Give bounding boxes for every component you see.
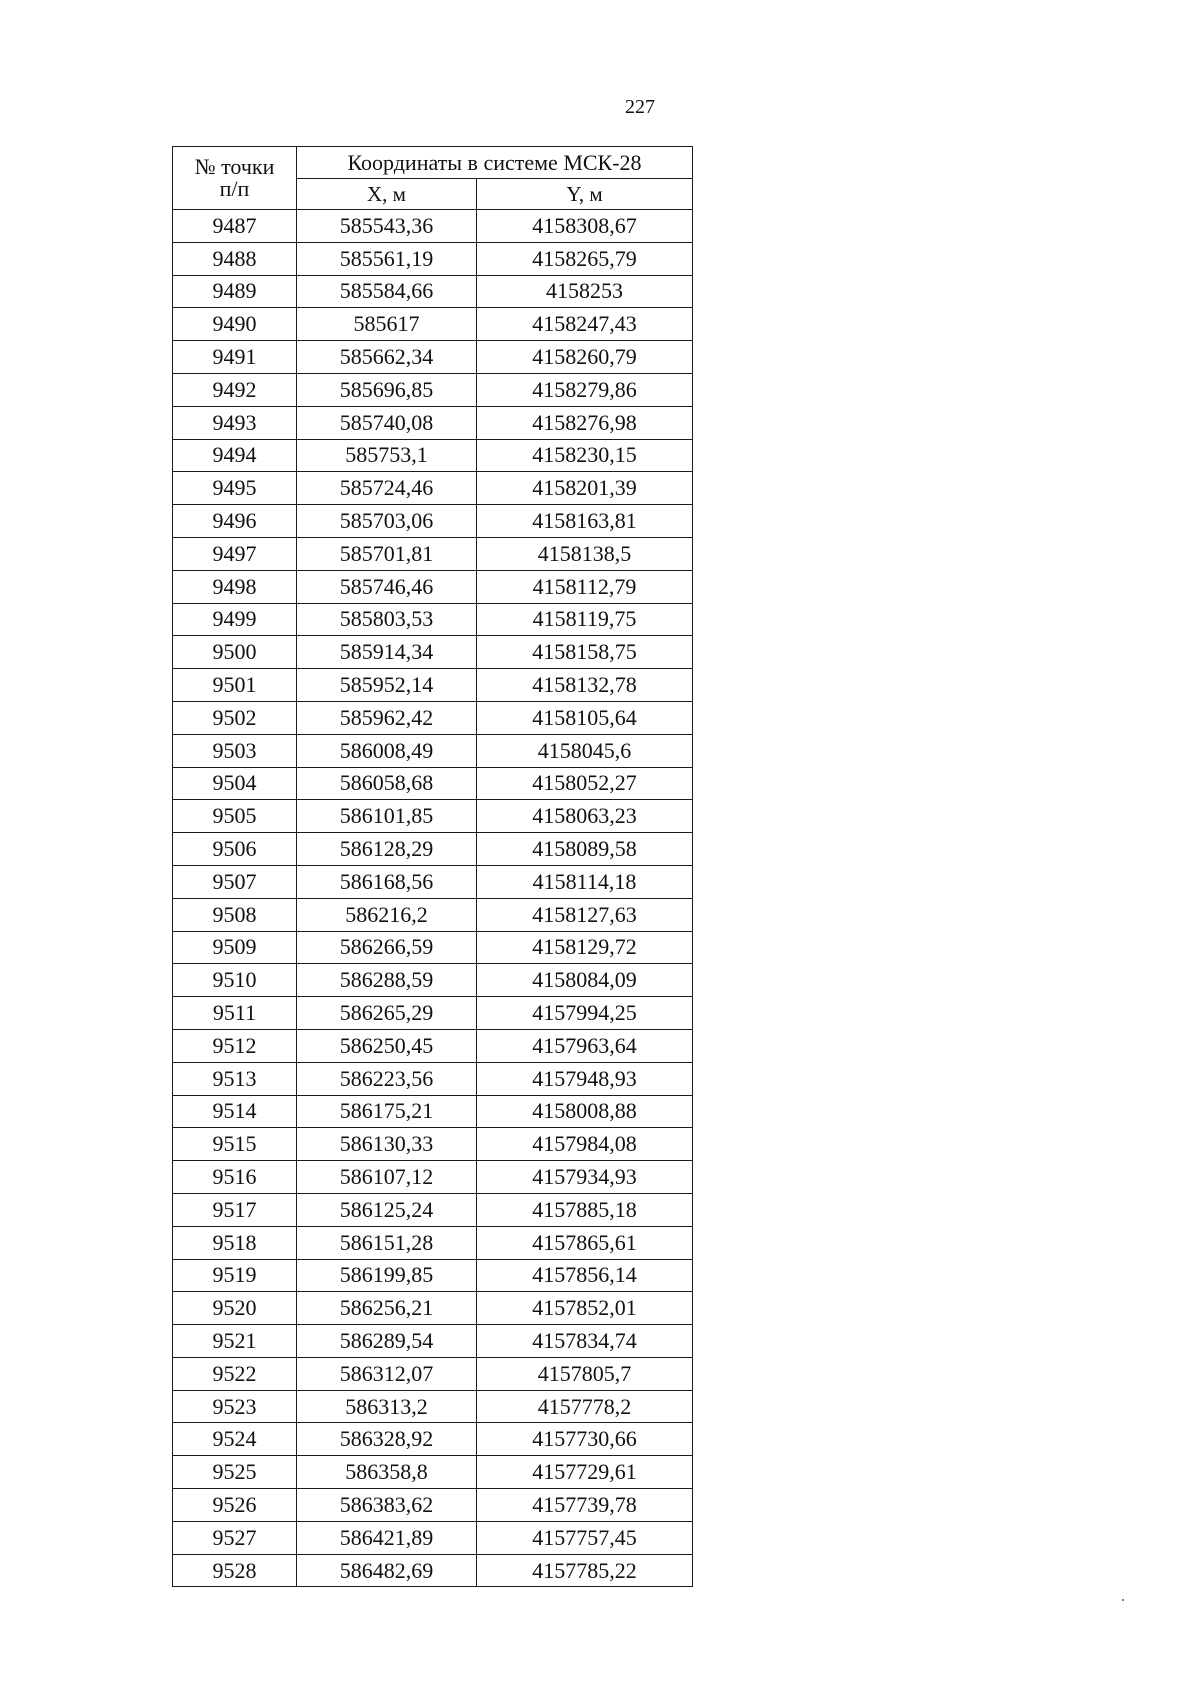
point-number-cell: 9490	[173, 308, 297, 341]
point-number-cell: 9528	[173, 1554, 297, 1587]
point-number-header-line1: № точки	[194, 154, 275, 179]
table-row	[173, 1029, 693, 1062]
x-column-header: X, м	[297, 179, 477, 210]
x-coordinate-cell: 586168,56	[297, 865, 477, 898]
point-number-cell: 9520	[173, 1292, 297, 1325]
point-number-cell: 9496	[173, 505, 297, 538]
x-coordinate-cell: 586199,85	[297, 1259, 477, 1292]
x-coordinate-cell: 585617	[297, 308, 477, 341]
table-row	[173, 931, 693, 964]
table-row	[173, 1259, 693, 1292]
point-number-cell: 9516	[173, 1161, 297, 1194]
x-coordinate-cell: 586216,2	[297, 898, 477, 931]
point-number-cell: 9524	[173, 1423, 297, 1456]
x-coordinate-cell: 586266,59	[297, 931, 477, 964]
y-coordinate-cell: 4157948,93	[477, 1062, 693, 1095]
point-number-cell: 9508	[173, 898, 297, 931]
point-number-cell: 9526	[173, 1489, 297, 1522]
x-coordinate-cell: 586175,21	[297, 1095, 477, 1128]
x-coordinate-cell: 586125,24	[297, 1193, 477, 1226]
x-coordinate-cell: 586008,49	[297, 734, 477, 767]
x-coordinate-cell: 585703,06	[297, 505, 477, 538]
point-number-cell: 9497	[173, 537, 297, 570]
table-row	[173, 603, 693, 636]
point-number-cell: 9487	[173, 210, 297, 243]
y-coordinate-cell: 4158138,5	[477, 537, 693, 570]
y-coordinate-cell: 4157805,7	[477, 1357, 693, 1390]
point-number-cell: 9522	[173, 1357, 297, 1390]
y-coordinate-cell: 4158247,43	[477, 308, 693, 341]
point-number-cell: 9519	[173, 1259, 297, 1292]
table-row	[173, 1325, 693, 1358]
y-coordinate-cell: 4158129,72	[477, 931, 693, 964]
x-coordinate-cell: 586223,56	[297, 1062, 477, 1095]
x-coordinate-cell: 585724,46	[297, 472, 477, 505]
x-coordinate-cell: 586101,85	[297, 800, 477, 833]
x-coordinate-cell: 586312,07	[297, 1357, 477, 1390]
point-number-cell: 9505	[173, 800, 297, 833]
table-row	[173, 1357, 693, 1390]
point-number-cell: 9498	[173, 570, 297, 603]
x-coordinate-cell: 586250,45	[297, 1029, 477, 1062]
table-row	[173, 800, 693, 833]
table-row	[173, 1390, 693, 1423]
point-number-cell: 9521	[173, 1325, 297, 1358]
y-coordinate-cell: 4158127,63	[477, 898, 693, 931]
table-row	[173, 997, 693, 1030]
y-coordinate-cell: 4157852,01	[477, 1292, 693, 1325]
header-row-top	[173, 147, 693, 179]
point-number-cell: 9510	[173, 964, 297, 997]
x-coordinate-cell: 586107,12	[297, 1161, 477, 1194]
table-row	[173, 1489, 693, 1522]
point-number-cell: 9492	[173, 373, 297, 406]
y-coordinate-cell: 4157757,45	[477, 1521, 693, 1554]
point-number-header-line2: п/п	[219, 176, 250, 201]
x-coordinate-cell: 585701,81	[297, 537, 477, 570]
table-body	[173, 210, 693, 1587]
table-row	[173, 1095, 693, 1128]
x-coordinate-cell: 586482,69	[297, 1554, 477, 1587]
table-row	[173, 341, 693, 374]
y-coordinate-cell: 4157785,22	[477, 1554, 693, 1587]
y-coordinate-cell: 4158163,81	[477, 505, 693, 538]
x-coordinate-cell: 586289,54	[297, 1325, 477, 1358]
point-number-cell: 9512	[173, 1029, 297, 1062]
point-number-cell: 9518	[173, 1226, 297, 1259]
point-number-cell: 9517	[173, 1193, 297, 1226]
x-coordinate-cell: 585914,34	[297, 636, 477, 669]
point-number-cell: 9515	[173, 1128, 297, 1161]
y-coordinate-cell: 4158158,75	[477, 636, 693, 669]
x-coordinate-cell: 585962,42	[297, 701, 477, 734]
table-row	[173, 1456, 693, 1489]
y-coordinate-cell: 4158230,15	[477, 439, 693, 472]
y-coordinate-cell: 4158265,79	[477, 242, 693, 275]
coordinate-system-header: Координаты в системе МСК-28	[297, 147, 693, 179]
y-coordinate-cell: 4157778,2	[477, 1390, 693, 1423]
table-row	[173, 865, 693, 898]
y-coordinate-cell: 4157984,08	[477, 1128, 693, 1161]
x-coordinate-cell: 586421,89	[297, 1521, 477, 1554]
y-coordinate-cell: 4157934,93	[477, 1161, 693, 1194]
point-number-cell: 9514	[173, 1095, 297, 1128]
point-number-cell: 9507	[173, 865, 297, 898]
table-row	[173, 734, 693, 767]
x-coordinate-cell: 585952,14	[297, 669, 477, 702]
table-row	[173, 308, 693, 341]
y-coordinate-cell: 4158084,09	[477, 964, 693, 997]
point-number-cell: 9511	[173, 997, 297, 1030]
table-row	[173, 898, 693, 931]
x-coordinate-cell: 586130,33	[297, 1128, 477, 1161]
table-row	[173, 1128, 693, 1161]
table-row	[173, 537, 693, 570]
point-number-cell: 9489	[173, 275, 297, 308]
point-number-cell: 9513	[173, 1062, 297, 1095]
table-row	[173, 406, 693, 439]
table-row	[173, 373, 693, 406]
table-row	[173, 669, 693, 702]
y-coordinate-cell: 4158253	[477, 275, 693, 308]
y-coordinate-cell: 4158308,67	[477, 210, 693, 243]
table-row	[173, 472, 693, 505]
point-number-cell: 9488	[173, 242, 297, 275]
y-coordinate-cell: 4157739,78	[477, 1489, 693, 1522]
y-coordinate-cell: 4158119,75	[477, 603, 693, 636]
table-row	[173, 701, 693, 734]
x-coordinate-cell: 586058,68	[297, 767, 477, 800]
page-number: 227	[625, 96, 655, 118]
y-coordinate-cell: 4157865,61	[477, 1226, 693, 1259]
y-coordinate-cell: 4158260,79	[477, 341, 693, 374]
x-coordinate-cell: 586265,29	[297, 997, 477, 1030]
table-row	[173, 1226, 693, 1259]
y-coordinate-cell: 4157834,74	[477, 1325, 693, 1358]
table-row	[173, 833, 693, 866]
x-coordinate-cell: 585740,08	[297, 406, 477, 439]
table-row	[173, 210, 693, 243]
x-coordinate-cell: 585662,34	[297, 341, 477, 374]
y-coordinate-cell: 4157729,61	[477, 1456, 693, 1489]
table-row	[173, 570, 693, 603]
y-coordinate-cell: 4158045,6	[477, 734, 693, 767]
table-row	[173, 439, 693, 472]
table-row	[173, 964, 693, 997]
point-number-cell: 9495	[173, 472, 297, 505]
y-coordinate-cell: 4158279,86	[477, 373, 693, 406]
x-coordinate-cell: 586128,29	[297, 833, 477, 866]
y-coordinate-cell: 4157730,66	[477, 1423, 693, 1456]
coordinates-table	[172, 146, 693, 1587]
x-coordinate-cell: 585584,66	[297, 275, 477, 308]
x-coordinate-cell: 586151,28	[297, 1226, 477, 1259]
point-number-cell: 9503	[173, 734, 297, 767]
table-row	[173, 275, 693, 308]
point-number-cell: 9494	[173, 439, 297, 472]
y-coordinate-cell: 4158063,23	[477, 800, 693, 833]
x-coordinate-cell: 585543,36	[297, 210, 477, 243]
point-number-cell: 9499	[173, 603, 297, 636]
y-coordinate-cell: 4157994,25	[477, 997, 693, 1030]
table-row	[173, 636, 693, 669]
x-coordinate-cell: 585753,1	[297, 439, 477, 472]
table-header	[173, 147, 693, 210]
table-row	[173, 1554, 693, 1587]
y-coordinate-cell: 4157856,14	[477, 1259, 693, 1292]
table-row	[173, 1423, 693, 1456]
y-coordinate-cell: 4158114,18	[477, 865, 693, 898]
point-number-cell: 9493	[173, 406, 297, 439]
x-coordinate-cell: 586358,8	[297, 1456, 477, 1489]
y-column-header: Y, м	[477, 179, 693, 210]
y-coordinate-cell: 4158008,88	[477, 1095, 693, 1128]
y-coordinate-cell: 4157963,64	[477, 1029, 693, 1062]
y-coordinate-cell: 4158105,64	[477, 701, 693, 734]
point-number-cell: 9506	[173, 833, 297, 866]
point-number-cell: 9504	[173, 767, 297, 800]
y-coordinate-cell: 4158052,27	[477, 767, 693, 800]
y-coordinate-cell: 4158132,78	[477, 669, 693, 702]
table-row	[173, 1193, 693, 1226]
table-row	[173, 505, 693, 538]
y-coordinate-cell: 4157885,18	[477, 1193, 693, 1226]
point-number-cell: 9500	[173, 636, 297, 669]
x-coordinate-cell: 586328,92	[297, 1423, 477, 1456]
y-coordinate-cell: 4158276,98	[477, 406, 693, 439]
x-coordinate-cell: 585746,46	[297, 570, 477, 603]
point-number-header	[173, 147, 297, 210]
table-row	[173, 242, 693, 275]
x-coordinate-cell: 586313,2	[297, 1390, 477, 1423]
x-coordinate-cell: 586288,59	[297, 964, 477, 997]
scan-speck	[1122, 1599, 1124, 1601]
x-coordinate-cell: 585803,53	[297, 603, 477, 636]
point-number-cell: 9525	[173, 1456, 297, 1489]
y-coordinate-cell: 4158201,39	[477, 472, 693, 505]
point-number-cell: 9491	[173, 341, 297, 374]
x-coordinate-cell: 585561,19	[297, 242, 477, 275]
point-number-cell: 9527	[173, 1521, 297, 1554]
table-row	[173, 1292, 693, 1325]
y-coordinate-cell: 4158112,79	[477, 570, 693, 603]
y-coordinate-cell: 4158089,58	[477, 833, 693, 866]
table-row	[173, 1062, 693, 1095]
point-number-cell: 9509	[173, 931, 297, 964]
x-coordinate-cell: 586383,62	[297, 1489, 477, 1522]
point-number-cell: 9523	[173, 1390, 297, 1423]
table-row	[173, 767, 693, 800]
point-number-cell: 9502	[173, 701, 297, 734]
x-coordinate-cell: 585696,85	[297, 373, 477, 406]
table-row	[173, 1161, 693, 1194]
x-coordinate-cell: 586256,21	[297, 1292, 477, 1325]
table-row	[173, 1521, 693, 1554]
point-number-cell: 9501	[173, 669, 297, 702]
